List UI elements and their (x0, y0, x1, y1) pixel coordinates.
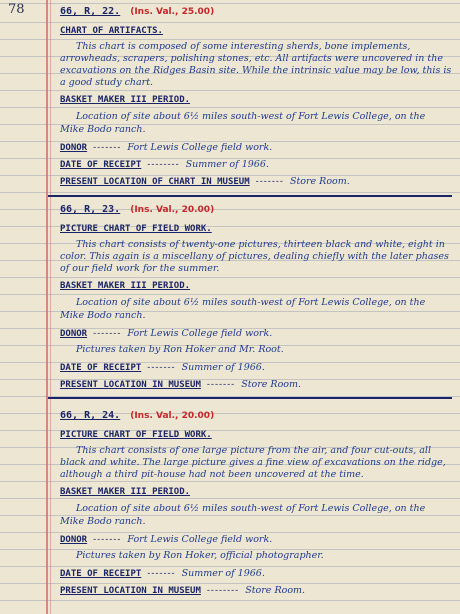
donor-label: DONOR (60, 535, 88, 545)
entry-title: PICTURE CHART OF FIELD WORK. (60, 224, 212, 234)
photo-credit: Pictures taken by Ron Hoker, official photographer. (76, 550, 324, 561)
site-location: Location of site about 6½ miles south-west of Fort Lewis College, on the Mike Bodo ranch. (60, 111, 426, 135)
entry-description: This chart is composed of some interesting sherds, bone implements, arrowheads, scrapers, polishing stones, etc. All artifacts were uncovered in the excavations on the Ridges Basin site. While the intrinsic value may be low, this is a good study chart. (60, 41, 452, 88)
catalog-entry (60, 6, 452, 190)
date-value: Summer of 1966. (181, 362, 265, 373)
entry-description: This chart consists of one large picture from the air, and four cut-outs, all black and white. The large picture gives a fine view of excavations on the ridge, although a third pit-house had not been uncovered at the time. (60, 445, 446, 480)
leader-dashes: ------- (93, 143, 122, 153)
leader-dashes: ------- (255, 177, 284, 187)
entry-divider (48, 397, 452, 399)
site-location: Location of site about 6½ miles south-west of Fort Lewis College, on the Mike Bodo ranch. (60, 503, 426, 527)
date-label: DATE OF RECEIPT (60, 569, 142, 579)
donor-row (60, 325, 452, 342)
catalog-number: 66, R, 23. (60, 204, 121, 215)
present-location-row (60, 173, 452, 190)
present-location-label: PRESENT LOCATION IN MUSEUM (60, 586, 201, 596)
present-location-row (60, 376, 452, 393)
margin-rule-inner (50, 0, 51, 614)
date-value: Summer of 1966. (185, 159, 269, 170)
leader-dashes: ------- (147, 363, 176, 373)
catalog-number: 66, R, 24. (60, 410, 121, 421)
leader-dashes: ------- (93, 535, 122, 545)
insured-value-note: (Ins. Val., 20.00) (130, 205, 215, 215)
date-label: DATE OF RECEIPT (60, 363, 142, 373)
entry-title: PICTURE CHART OF FIELD WORK. (60, 430, 212, 440)
leader-dashes: ------- (147, 569, 176, 579)
catalog-entry (60, 410, 452, 599)
present-location-row (60, 582, 452, 599)
entry-period: BASKET MAKER III PERIOD. (60, 487, 191, 497)
donor-value: Fort Lewis College field work. (127, 534, 273, 545)
site-location: Location of site about 6½ miles south-west of Fort Lewis College, on the Mike Bodo ranch. (60, 297, 426, 321)
photo-credit: Pictures taken by Ron Hoker and Mr. Root. (76, 344, 284, 355)
date-row (60, 156, 452, 173)
entry-description: This chart consists of twenty-one pictures, thirteen black and white, eight in color. This again is a miscellany of pictures, dealing chiefly with the later phases of our field work for the summer. (60, 239, 449, 274)
catalog-header (60, 410, 452, 427)
leader-dashes: -------- (147, 160, 180, 170)
catalog-entry (60, 204, 452, 393)
entry-period: BASKET MAKER III PERIOD. (60, 281, 191, 291)
present-location-value: Store Room. (245, 585, 306, 596)
donor-label: DONOR (60, 143, 88, 153)
leader-dashes: ------- (206, 380, 236, 390)
donor-value: Fort Lewis College field work. (127, 142, 273, 153)
catalog-header (60, 6, 452, 23)
insured-value-note: (Ins. Val., 20.00) (130, 411, 215, 421)
present-location-label: PRESENT LOCATION IN MUSEUM (60, 380, 201, 390)
page-number: 78 (8, 2, 25, 17)
catalog-number: 66, R, 22. (60, 6, 121, 17)
present-location-value: Store Room. (241, 379, 302, 390)
catalog-header (60, 204, 452, 221)
entry-title: CHART OF ARTIFACTS. (60, 26, 163, 36)
date-label: DATE OF RECEIPT (60, 160, 142, 170)
margin-rule (46, 0, 48, 614)
donor-label: DONOR (60, 329, 88, 339)
donor-row (60, 531, 452, 548)
leader-dashes: ------- (93, 329, 122, 339)
present-location-value: Store Room. (289, 176, 350, 187)
entry-divider (48, 195, 452, 197)
date-row (60, 359, 452, 376)
date-row (60, 565, 452, 582)
donor-row (60, 139, 452, 156)
insured-value-note: (Ins. Val., 25.00) (130, 7, 215, 17)
leader-dashes: -------- (206, 586, 240, 596)
donor-value: Fort Lewis College field work. (127, 328, 273, 339)
present-location-label: PRESENT LOCATION OF CHART IN MUSEUM (60, 177, 250, 187)
date-value: Summer of 1966. (181, 568, 265, 579)
entry-period: BASKET MAKER III PERIOD. (60, 95, 191, 105)
